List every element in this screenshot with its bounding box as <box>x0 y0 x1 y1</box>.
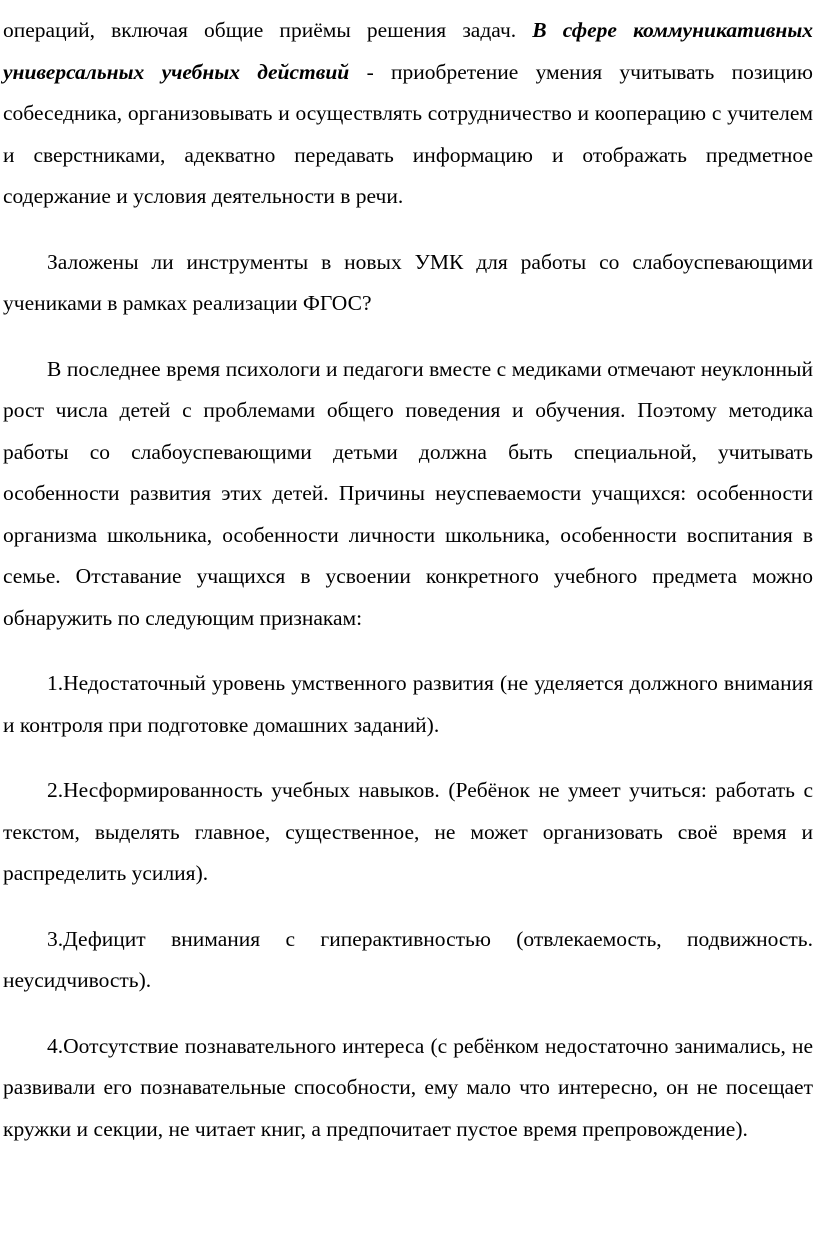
paragraph-question: Заложены ли инструменты в новых УМК для работы со слабоуспевающими учениками в рамках реализации ФГОС? <box>3 249 813 315</box>
document-body <box>3 10 813 1150</box>
list-item-2: 2.Несформированность учебных навыков. (Ребёнок не умеет учиться: работать с текстом, выделять главное, существенное, не может организовать своё время и распределить усилия). <box>3 778 813 885</box>
paragraph-reasons: В последнее время психологи и педагоги вместе с медиками отмечают неуклонный рост числа детей с проблемами общего поведения и обучения. Поэтому методика работы со слабоуспевающими детьми должна быть специальной, учитывать особенности развития этих детей. Причины неуспеваемости учащихся: особенности организма школьника, особенности личности школьника, особенности воспитания в семье. Отставание учащихся в усвоении конкретного учебного предмета можно обнаружить по следующим признакам: <box>3 356 813 630</box>
list-item-1: 1.Недостаточный уровень умственного развития (не уделяется должного внимания и контроля при подготовке домашних заданий). <box>3 671 813 737</box>
paragraph-text: - приобретение умения учитывать позицию собеседника, организовывать и осуществлять сотрудничество и кооперацию с учителем и сверстниками, адекватно передавать информацию и отображать предметное содержание и условия деятельности в речи. <box>3 59 813 208</box>
paragraph-communicative-actions <box>3 10 813 218</box>
paragraph-text: операций, включая общие приёмы решения задач. <box>3 18 533 42</box>
list-item-3: 3.Дефицит внимания с гиперактивностью (отвлекаемость, подвижность. неусидчивость). <box>3 926 813 992</box>
list-item-4: 4.Оотсутствие познавательного интереса (с ребёнком недостаточно занимались, не развивали его познавательные способности, ему мало что интересно, он не посещает кружки и секции, не читает книг, а предпочитает пустое время препровождение). <box>3 1033 813 1141</box>
emphasis-phrase: В сфере коммуникативных универсальных учебных действий <box>3 18 813 84</box>
